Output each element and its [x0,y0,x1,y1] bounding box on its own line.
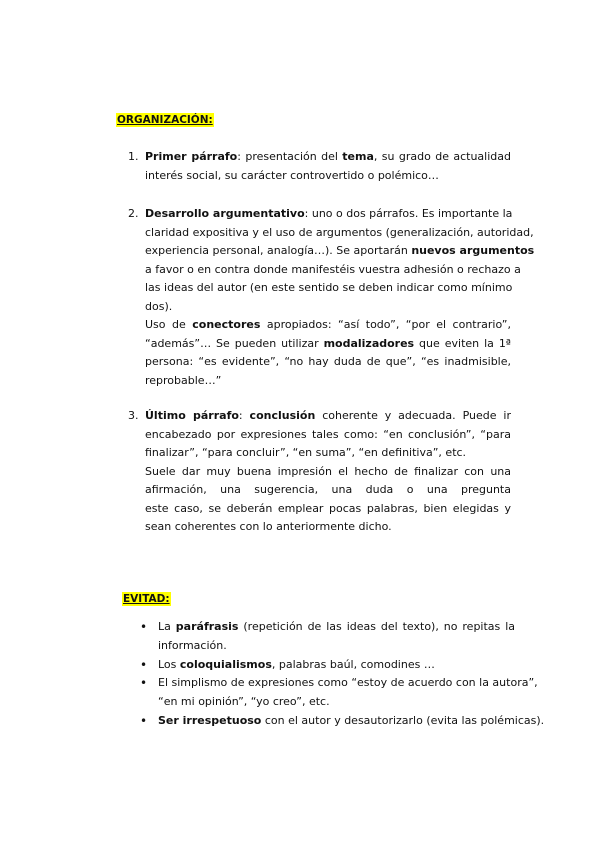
item-line [145,205,511,224]
text-run: encabezado por expresiones tales como: “en conclusión”, “para [145,427,511,441]
text-run: : uno o dos párrafos. Es importante la [304,207,513,220]
text-run: que eviten la 1ª [414,336,511,350]
text-run: afirmación, una sugerencia, una duda o una pregunta [145,483,511,496]
bold-text-run: Último párrafo [145,409,239,422]
item-line [145,261,521,280]
text-run: Uso de [145,318,193,331]
bold-text-run: nuevos argumentos [411,244,535,257]
text-run: Los [158,658,180,671]
organizacion-item-2 [145,205,535,390]
bold-text-run: conclusión [249,409,316,422]
text-run: “en mi opinión”, “yo creo”, etc. [158,694,330,708]
bold-text-run: Primer párrafo [145,150,238,163]
item-line [145,481,511,500]
heading-evitad: EVITAD: [123,593,170,605]
item-line [145,372,511,391]
bullet-icon: • [140,620,148,634]
text-run: : presentación del [237,150,343,163]
item-line [145,426,511,445]
item-line [145,242,535,261]
item-line [145,335,511,354]
item-line [158,637,515,656]
text-run: apropiados: “así todo”, “por el contrario”, [260,318,511,331]
text-run: “además”… Se pueden utilizar [145,336,324,350]
text-run: las ideas del autor (en este sentido se deben indicar como mínimo [145,281,513,294]
bullet-icon: • [140,714,148,728]
text-run: este caso, se deberán emplear pocas palabras, bien elegidas y [145,501,511,515]
bold-text-run: coloquialismos [179,658,272,671]
item-number-1: 1. [128,150,139,163]
organizacion-item-1 [145,148,511,185]
text-run: persona: “es evidente”, “no hay duda de que”, “es inadmisible, [145,355,511,368]
text-run: experiencia personal, analogía…). Se aportarán [145,244,412,257]
text-run: interés social, su carácter controvertido o polémico… [145,168,439,182]
item-line [145,518,511,537]
bold-text-run: Desarrollo argumentativo [145,207,305,220]
bold-text-run: modalizadores [323,336,415,350]
item-line [145,353,511,372]
text-run: claridad expositiva y el uso de argumentos (generalización, autoridad, [145,225,534,239]
item-line [145,279,511,298]
text-run: reprobable…” [145,373,222,387]
evitad-item-1 [158,618,515,655]
evitad-item-4 [158,712,545,731]
evitad-item-2 [158,656,515,675]
text-run: : [238,409,250,422]
item-line [145,224,534,243]
item-line [158,674,538,693]
text-run: coherente y adecuada. Puede ir [315,409,511,422]
text-run: información. [158,638,227,652]
item-number-2: 2. [128,207,139,220]
item-line [158,712,545,731]
text-run: a favor o en contra donde manifestéis vuestra adhesión o rechazo a [145,262,521,276]
item-line [145,316,511,335]
text-run: (repetición de las ideas del texto), no repitas la [238,620,515,633]
item-line [158,693,515,712]
heading-organizacion: ORGANIZACIÓN: [117,114,213,126]
text-run: La [158,620,176,633]
item-line [158,656,515,675]
text-run: , palabras baúl, comodines … [271,658,435,671]
bold-text-run: tema [342,150,374,163]
bullet-icon: • [140,676,148,690]
text-run: dos). [145,299,173,313]
bold-text-run: conectores [192,318,261,331]
item-number-3: 3. [128,409,139,422]
text-run: , su grado de actualidad [373,150,511,163]
item-line [145,148,511,167]
bullet-icon: • [140,658,148,672]
text-run: con el autor y desautorizarlo (evita las polémicas). [261,714,545,727]
item-line [158,618,515,637]
text-run: El simplismo de expresiones como “estoy de acuerdo con la autora”, [158,676,538,689]
item-line [145,444,511,463]
item-line [145,407,511,426]
organizacion-item-3 [145,407,511,537]
bold-text-run: Ser irrespetuoso [158,714,262,727]
text-run: Suele dar muy buena impresión el hecho de finalizar con una [145,464,511,478]
text-run: sean coherentes con lo anteriormente dicho. [145,520,392,533]
text-run: finalizar”, “para concluir”, “en suma”, “en definitiva”, etc. [145,446,467,459]
item-line [145,500,511,519]
item-line [145,167,511,186]
item-line [145,463,511,482]
evitad-item-3 [158,674,538,711]
bold-text-run: paráfrasis [175,620,239,633]
item-line [145,298,511,317]
